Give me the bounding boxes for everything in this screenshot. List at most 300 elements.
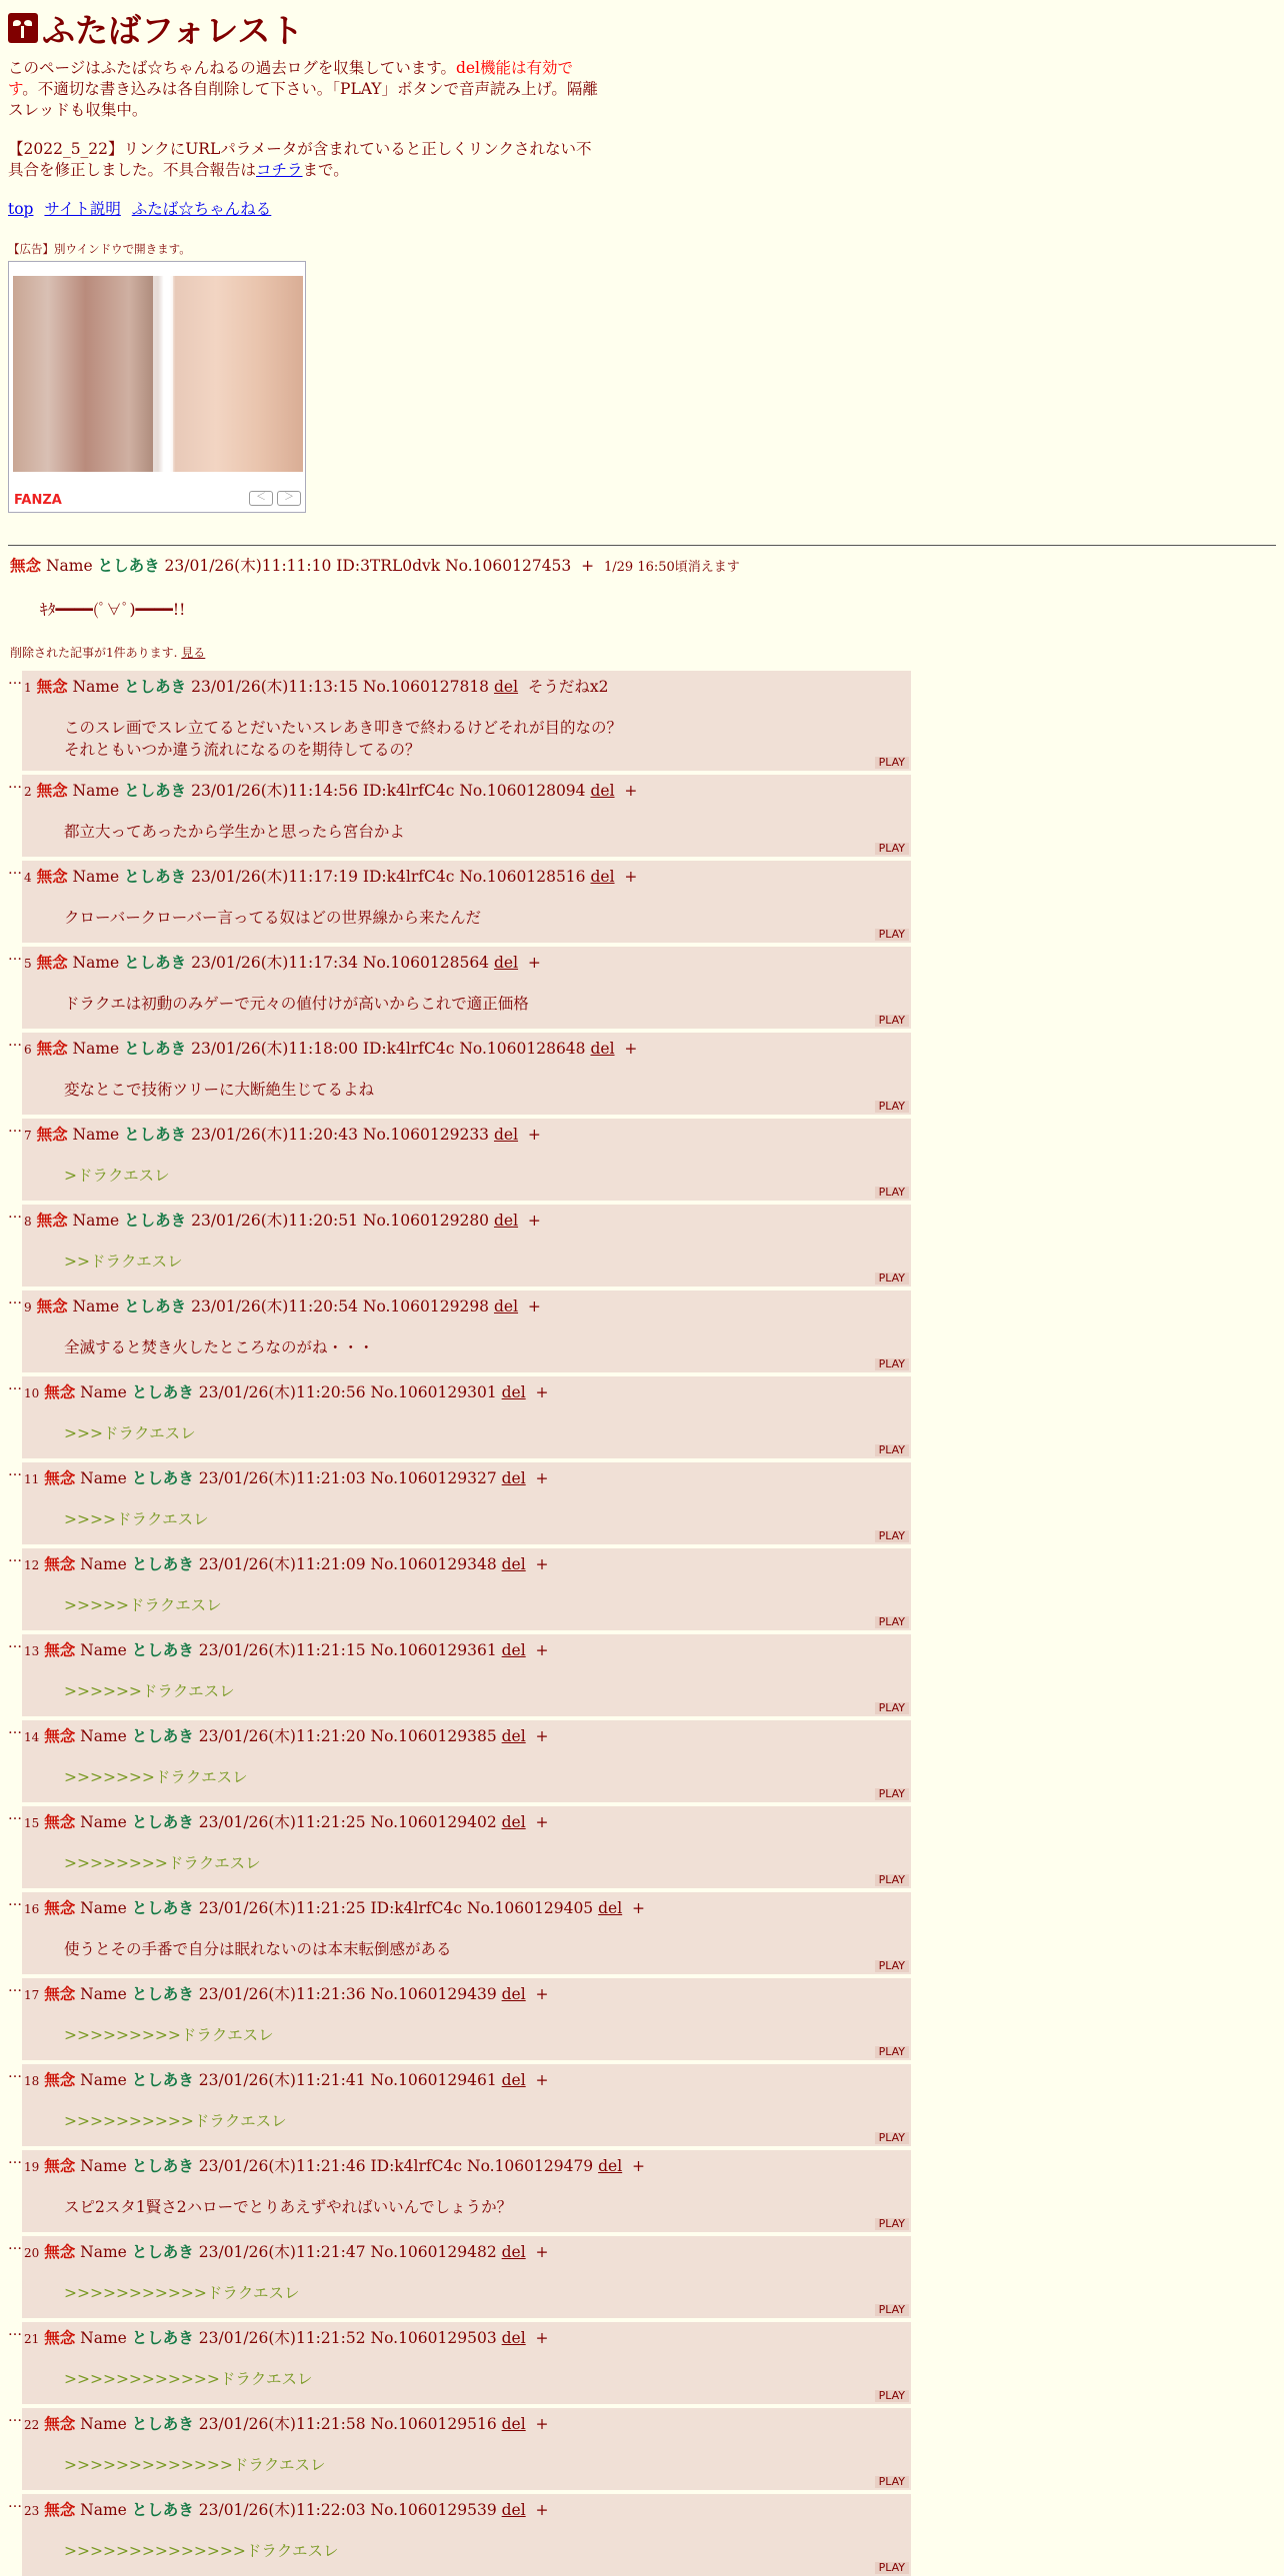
post-date: 23/01/26(木)11:21:03 [198,1469,366,1487]
del-link[interactable]: del [493,1126,519,1144]
name-label: Name [80,2071,127,2089]
reply-row [0,1548,1284,1630]
poster-name: としあき [131,2414,194,2433]
reply-row [0,2236,1284,2318]
post-number: No.1060129482 [370,2243,497,2261]
plus-button[interactable]: + [535,2329,549,2347]
post-number: No.1060129439 [370,1985,497,2003]
post-id: ID:k4lrfC4c [362,868,455,886]
post-id: ID:k4lrfC4c [370,2157,463,2175]
name-label: Name [80,1383,127,1401]
del-link[interactable]: del [501,1555,526,1573]
plus-button[interactable]: + [535,2415,549,2433]
del-link[interactable]: del [493,678,519,696]
poster-name: としあき [97,556,160,575]
reply-marker: … [8,1807,22,1823]
post-subject: 無念 [44,1640,76,1659]
post-id: ID:k4lrfC4c [362,782,455,800]
plus-button[interactable]: + [632,1899,646,1917]
reply-post [22,671,911,771]
quote-line: >>>>>>>ドラクエスレ [64,1768,248,1786]
play-button[interactable]: PLAY [875,1358,909,1370]
del-link[interactable]: del [501,1641,526,1659]
reply-index: 4 [24,871,32,885]
notice-text-end: まで。 [302,161,349,179]
reply-marker: … [8,2237,22,2253]
reply-header [24,2498,911,2520]
play-button[interactable]: PLAY [875,1788,909,1800]
reply-index: 6 [24,1043,32,1057]
name-label: Name [80,2501,127,2519]
post-date: 23/01/26(木)11:11:10 [164,557,332,575]
reply-marker: … [8,948,22,964]
post-subject: 無念 [36,953,68,972]
reply-header [24,865,911,887]
post-number: No.1060129539 [370,2501,497,2519]
reply-row [0,1205,1284,1287]
reply-index: 18 [24,2074,40,2088]
reply-post [22,1033,911,1115]
post-subject: 無念 [44,2500,76,2519]
reply-post [22,2064,911,2146]
name-label: Name [72,1212,120,1230]
reply-index: 20 [24,2246,40,2260]
play-button[interactable]: PLAY [875,2562,909,2574]
quote-line: >>>>>>>>>>>>>>ドラクエスレ [64,2542,339,2560]
reply-post [22,1119,911,1201]
del-link[interactable]: del [493,1212,519,1230]
reply-marker: … [8,2065,22,2081]
reply-row [0,671,1284,771]
name-label: Name [72,1126,120,1144]
poster-name: としあき [131,2156,194,2175]
post-date: 23/01/26(木)11:14:56 [191,782,358,800]
notice-text: 【2022_5_22】リンクにURLパラメータが含まれていると正しくリンクされない不具合を修正しました。不具合報告は [8,140,592,179]
poster-name: としあき [131,2070,194,2089]
post-subject: 無念 [36,677,68,696]
plus-button[interactable]: + [535,2071,549,2089]
reply-post [22,1978,911,2060]
del-link[interactable]: del [590,868,615,886]
del-link[interactable]: del [501,2071,526,2089]
reply-header [24,1037,911,1059]
reply-index: 8 [24,1215,32,1229]
poster-name: としあき [131,2328,194,2347]
play-button[interactable]: PLAY [875,1187,909,1199]
name-label: Name [45,557,93,575]
post-number: No.1060128564 [362,954,490,972]
poster-name: としあき [124,1039,187,1058]
post-date: 23/01/26(木)11:21:46 [198,2157,366,2175]
post-date: 23/01/26(木)11:21:36 [198,1985,366,2003]
post-subject: 無念 [44,2070,76,2089]
post-subject: 無念 [44,2242,76,2261]
reply-line: 全滅すると焚き火したところなのがね・・・ [64,1338,375,1356]
reply-body [64,2110,911,2132]
name-label: Name [72,1040,120,1058]
post-id: ID:k4lrfC4c [370,1899,463,1917]
del-link[interactable]: del [501,1985,526,2003]
ad-brand-logo: FANZA [14,493,62,508]
post-date: 23/01/26(木)11:20:54 [191,1297,358,1315]
plus-button[interactable]: + [535,1727,549,1745]
plus-button[interactable]: + [624,782,638,800]
quote-line: >>>>>>>>>>>ドラクエスレ [64,2284,300,2302]
play-button[interactable]: PLAY [875,757,909,769]
post-number: No.1060129327 [370,1469,497,1487]
plus-button[interactable]: + [535,1469,549,1487]
post-number: No.1060129461 [370,2071,497,2089]
reply-index: 1 [24,681,32,695]
reply-post [22,1634,911,1716]
deleted-text: 削除された記事が1件あります. [10,646,178,660]
name-label: Name [72,1297,120,1315]
reply-marker: … [8,1893,22,1909]
reply-marker: … [8,1377,22,1393]
chevron-left-icon[interactable]: ＜ [249,491,273,506]
futaba-logo-icon [8,13,38,43]
play-button[interactable]: PLAY [875,1101,909,1113]
reply-body [64,993,911,1015]
poster-name: としあき [131,1984,194,2003]
quote-line: >>>>>>>>>>>>>ドラクエスレ [64,2456,326,2474]
reply-index: 17 [24,1988,40,2002]
plus-button[interactable]: + [535,1985,549,2003]
name-label: Name [80,1727,127,1745]
play-button[interactable]: PLAY [875,1015,909,1027]
reply-row [0,1978,1284,2060]
del-link[interactable]: del [590,1040,615,1058]
name-label: Name [72,678,120,696]
reply-body [64,1938,911,1960]
plus-button[interactable]: + [535,1383,549,1401]
play-button[interactable]: PLAY [875,929,909,941]
poster-name: としあき [124,1125,187,1144]
reply-marker: … [8,2495,22,2511]
quote-line: >ドラクエスレ [64,1167,170,1185]
name-label: Name [80,1985,127,2003]
reply-index: 21 [24,2332,40,2346]
post-number: No.1060127453 [445,557,572,575]
plus-button[interactable]: + [632,2157,646,2175]
reply-marker: … [8,1979,22,1995]
reply-line: ドラクエは初動のみゲーで元々の値付けが高いからこれで適正価格 [64,995,529,1013]
chevron-right-icon[interactable]: ＞ [277,491,301,506]
plus-button[interactable]: + [527,1212,541,1230]
reply-header [24,1294,911,1316]
quote-line: >>>>>>>>>ドラクエスレ [64,2026,274,2044]
reply-header [24,675,911,697]
reply-row [0,2150,1284,2232]
reply-line: クローバークローバー言ってる奴はどの世界線から来たんだ [64,909,481,927]
post-id: ID:3TRL0dvk [336,557,441,575]
reply-post [22,2236,911,2318]
reply-row [0,861,1284,943]
reply-line: 都立大ってあったから学生かと思ったら宮台かよ [64,823,405,841]
del-link[interactable]: del [501,1383,526,1401]
del-link[interactable]: del [598,1899,623,1917]
poster-name: としあき [131,1812,194,1831]
reply-post [22,1806,911,1888]
post-subject: 無念 [44,1984,76,2003]
del-link[interactable]: del [501,2243,526,2261]
reply-marker: … [8,776,22,792]
reply-index: 10 [24,1386,40,1400]
del-link[interactable]: del [598,2157,623,2175]
reply-index: 15 [24,1816,40,1830]
ad-banner[interactable] [8,261,306,513]
page-header [8,8,1276,513]
poster-name: としあき [131,1726,194,1745]
reply-index: 22 [24,2418,40,2432]
reply-body [64,1422,911,1444]
post-subject: 無念 [44,1898,76,1917]
nav-top-link[interactable]: top [8,200,34,218]
plus-button[interactable]: + [535,1555,549,1573]
play-button[interactable]: PLAY [875,2132,909,2144]
reply-body [64,1336,911,1358]
reply-index: 5 [24,957,32,971]
post-date: 23/01/26(木)11:21:52 [198,2329,366,2347]
del-link[interactable]: del [590,782,615,800]
post-date: 23/01/26(木)11:21:47 [198,2243,366,2261]
reply-header [24,779,911,801]
post-date: 23/01/26(木)11:21:41 [198,2071,366,2089]
plus-button[interactable]: + [581,557,595,575]
plus-button[interactable]: + [624,1040,638,1058]
reply-header [24,2326,911,2348]
del-link[interactable]: del [493,954,519,972]
post-number: No.1060129402 [370,1813,497,1831]
nav-about-link[interactable]: サイト説明 [44,200,121,218]
reply-index: 2 [24,785,32,799]
post-date: 23/01/26(木)11:18:00 [191,1040,358,1058]
plus-button[interactable]: + [535,2243,549,2261]
reply-index: 11 [24,1472,40,1486]
reply-post [22,1892,911,1974]
poster-name: としあき [131,1640,194,1659]
reply-body [64,821,911,843]
play-button[interactable]: PLAY [875,1702,909,1714]
intro-del-note: del機能は有効です [8,59,574,98]
reply-body [64,2024,911,2046]
post-number: No.1060129348 [370,1555,497,1573]
reply-header [24,1466,911,1488]
post-subject: 無念 [36,867,68,886]
play-button[interactable]: PLAY [875,2304,909,2316]
post-number: No.1060129301 [370,1383,497,1401]
reply-marker: … [8,1721,22,1737]
reply-line: 変なとこで技術ツリーに大断絶生じてるよね [64,1081,375,1099]
poster-name: としあき [124,677,187,696]
name-label: Name [80,2157,127,2175]
play-button[interactable]: PLAY [875,843,909,855]
reply-post [22,1290,911,1372]
reply-marker: … [8,2409,22,2425]
del-link[interactable]: del [501,2329,526,2347]
reply-post [22,1462,911,1544]
reply-marker: … [8,672,22,688]
reply-row [0,1119,1284,1201]
op-post [10,554,1284,576]
reply-post [22,2494,911,2576]
plus-button[interactable]: + [535,2501,549,2519]
reply-row [0,2322,1284,2404]
del-link[interactable]: del [501,1469,526,1487]
post-date: 23/01/26(木)11:21:09 [198,1555,366,1573]
name-label: Name [80,1555,127,1573]
play-button[interactable]: PLAY [875,1616,909,1628]
play-button[interactable]: PLAY [875,1444,909,1456]
post-date: 23/01/26(木)11:21:58 [198,2415,366,2433]
reply-row [0,1033,1284,1115]
reply-post [22,775,911,857]
reply-row [0,1892,1284,1974]
plus-button[interactable]: + [624,868,638,886]
reply-header [24,1209,911,1231]
del-link[interactable]: del [501,2501,526,2519]
post-number: No.1060128516 [459,868,586,886]
reply-index: 7 [24,1129,32,1143]
nav-links [8,197,1276,219]
quote-line: >>>>>>>>ドラクエスレ [64,1854,261,1872]
ad-image[interactable] [13,276,303,472]
post-subject: 無念 [36,1039,68,1058]
reply-post [22,947,911,1029]
reply-marker: … [8,2151,22,2167]
name-label: Name [80,2415,127,2433]
poster-name: としあき [124,781,187,800]
bug-report-link[interactable]: コチラ [256,161,303,179]
quote-line: >>>>>>ドラクエスレ [64,1682,235,1700]
play-button[interactable]: PLAY [875,2390,909,2402]
reply-post [22,2322,911,2404]
sodane-button[interactable]: そうだねx2 [527,678,609,696]
reply-post [22,1376,911,1458]
reply-header [24,1896,911,1918]
poster-name: としあき [131,2500,194,2519]
reply-header [24,1982,911,2004]
play-button[interactable]: PLAY [875,2476,909,2488]
post-date: 23/01/26(木)11:22:03 [198,2501,366,2519]
reply-index: 23 [24,2504,40,2518]
reply-marker: … [8,1549,22,1565]
reply-body [64,717,911,761]
play-button[interactable]: PLAY [875,1530,909,1542]
reply-body [64,1680,911,1702]
reply-line: このスレ画でスレ立てるとだいたいスレあき叩きで終わるけどそれが目的なの？ [64,719,623,737]
post-date: 23/01/26(木)11:21:25 [198,1899,366,1917]
post-subject: 無念 [44,1554,76,1573]
plus-button[interactable]: + [535,1641,549,1659]
name-label: Name [80,1641,127,1659]
post-number: No.1060129280 [362,1212,490,1230]
poster-name: としあき [131,1382,194,1401]
reply-row [0,2494,1284,2576]
post-number: No.1060128094 [459,782,586,800]
reply-line: 使うとその手番で自分は眠れないのは本末転倒感がある [64,1940,452,1958]
post-date: 23/01/26(木)11:17:19 [191,868,358,886]
poster-name: としあき [131,2242,194,2261]
plus-button[interactable]: + [527,954,541,972]
quote-line: >>>>ドラクエスレ [64,1510,209,1528]
del-link[interactable]: del [501,1727,526,1745]
reply-line: スピ2スタ1賢さ2ハローでとりあえずやればいいんでしょうか？ [64,2198,513,2216]
reply-body [64,2196,911,2218]
post-number: No.1060127818 [362,678,490,696]
post-subject: 無念 [36,781,68,800]
site-title-text: ふたばフォレスト [42,10,304,50]
reply-body [64,1852,911,1874]
name-label: Name [80,2329,127,2347]
post-number: No.1060129233 [362,1126,490,1144]
name-label: Name [80,1899,127,1917]
site-title [8,8,1276,48]
plus-button[interactable]: + [527,1297,541,1315]
reply-row [0,1806,1284,1888]
post-date: 23/01/26(木)11:21:25 [198,1813,366,1831]
poster-name: としあき [124,1211,187,1230]
post-subject: 無念 [44,1726,76,1745]
reply-body [64,1594,911,1616]
reply-header [24,1552,911,1574]
play-button[interactable]: PLAY [875,2046,909,2058]
reply-body [64,2282,911,2304]
reply-body [64,907,911,929]
post-subject: 無念 [44,2156,76,2175]
post-subject: 無念 [44,1468,76,1487]
name-label: Name [72,954,120,972]
poster-name: としあき [124,953,187,972]
reply-post [22,2408,911,2490]
reply-row [0,1376,1284,1458]
reply-index: 16 [24,1902,40,1916]
reply-row [0,2064,1284,2146]
reply-body [64,2454,911,2476]
del-link[interactable]: del [493,1297,519,1315]
quote-line: >>>>>>>>>>>>ドラクエスレ [64,2370,313,2388]
play-button[interactable]: PLAY [875,2218,909,2230]
reply-row [0,2408,1284,2490]
post-date: 23/01/26(木)11:21:15 [198,1641,366,1659]
name-label: Name [80,1813,127,1831]
play-button[interactable]: PLAY [875,1874,909,1886]
name-label: Name [80,2243,127,2261]
reply-row [0,1462,1284,1544]
reply-row [0,1634,1284,1716]
reply-header [24,1638,911,1660]
poster-name: としあき [124,867,187,886]
post-subject: 無念 [44,2414,76,2433]
plus-button[interactable]: + [535,1813,549,1831]
del-link[interactable]: del [501,2415,526,2433]
play-button[interactable]: PLAY [875,1273,909,1285]
del-link[interactable]: del [501,1813,526,1831]
quote-line: >>>>>>>>>>ドラクエスレ [64,2112,287,2130]
show-deleted-link[interactable]: 見る [181,646,206,660]
reply-line: それともいつか違う流れになるのを期待してるの？ [64,741,421,759]
deleted-notice [10,644,1284,661]
plus-button[interactable]: + [527,1126,541,1144]
reply-header [24,2154,911,2176]
quote-line: >>>>>ドラクエスレ [64,1596,222,1614]
post-date: 23/01/26(木)11:20:56 [198,1383,366,1401]
nav-futaba-link[interactable]: ふたば☆ちゃんねる [131,200,272,218]
op-body: ｷﾀ━━━━(ﾟ∀ﾟ)━━━━!! [40,601,186,619]
post-date: 23/01/26(木)11:21:20 [198,1727,366,1745]
play-button[interactable]: PLAY [875,1960,909,1972]
reply-post [22,1548,911,1630]
